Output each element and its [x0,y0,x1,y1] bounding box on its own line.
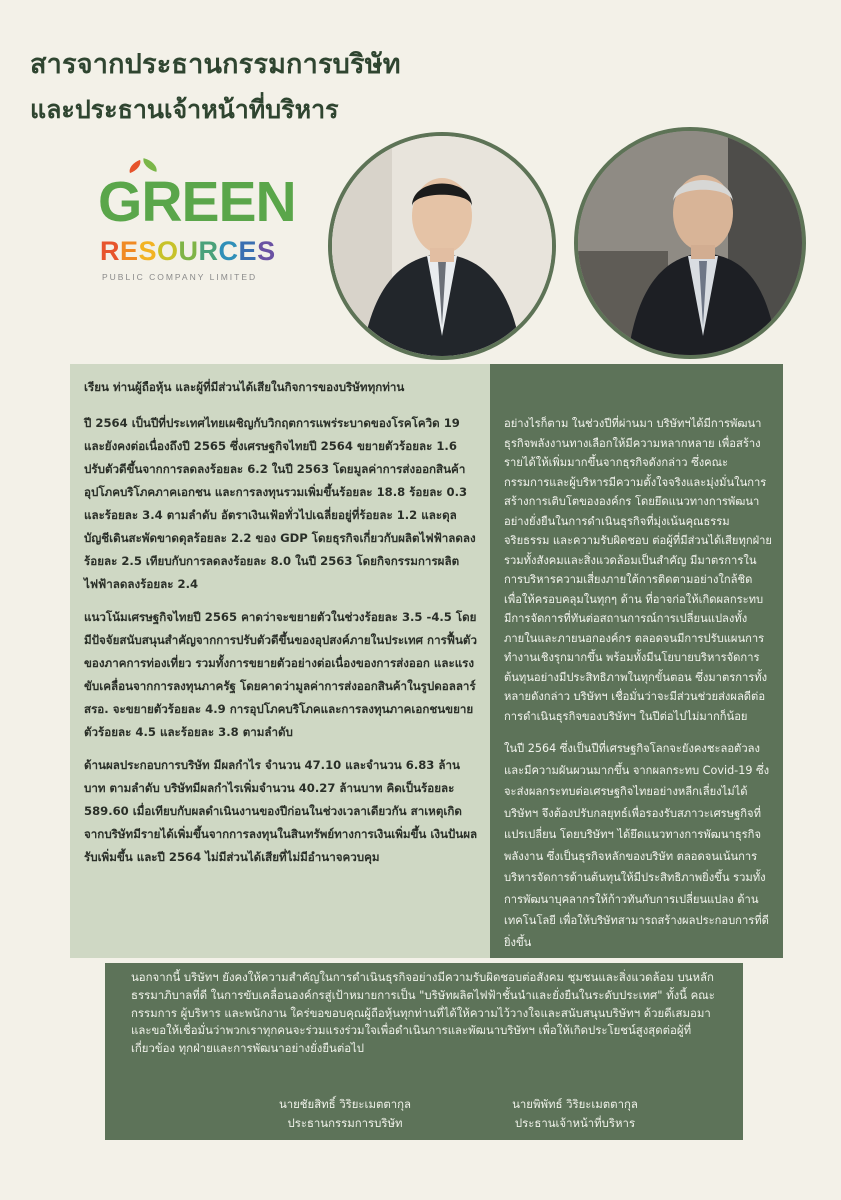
message-right-column [490,364,783,958]
logo-letter: E [238,236,258,266]
closing-paragraph: นอกจากนี้ บริษัทฯ ยังคงให้ความสำคัญในการดำเนินธุรกิจอย่างมีความรับผิดชอบต่อสังคม ชุมชนและสิ่งแวดล้อม บนหลักธรรมาภิบาลที่ดี ในการขับเคลื่อนองค์กรสู่เป้าหมายการเป็น "บริษัทผลิตไฟฟ้าชั้นนำและยั่งยืนในระดับประเทศ" ทั้งนี้ คณะกรรมการ ผู้บริหาร และพนักงาน ใคร่ขอขอบคุณผู้ถือหุ้นทุกท่านที่ได้ให้ความไว้วางใจและสนับสนุนบริษัทฯ ด้วยดีเสมอมา และขอให้เชื่อมั่นว่าพวกเราทุกคนจะร่วมแรงร่วมใจเพื่อดำเนินการและพัฒนาบริษัทฯ เพื่อให้เกิดประโยชน์สูงสุดต่อผู้ที่เกี่ยวข้อง ทุกฝ่ายและการพัฒนาอย่างยั่งยืนต่อไป [131,970,715,1056]
logo-letter: S [138,236,158,266]
chairman-portrait [574,127,806,359]
logo-letter: E [120,236,139,266]
economy-outlook-paragraph: แนวโน้มเศรษฐกิจไทยปี 2565 คาดว่าจะขยายตัวในช่วงร้อยละ 3.5 -4.5 โดยมีปัจจัยสนับสนุนสำคัญจากการปรับตัวดีขึ้นของอุปสงค์ภายในประเทศ การฟื้นตัวของภาคการท่องเที่ยว รวมทั้งการขยายตัวอย่างต่อเนื่องของการส่งออก และแรงขับเคลื่อนจากการลงทุนภาครัฐ โดยคาดว่ามูลค่าการส่งออกสินค้าในรูปดอลลาร์ สรอ. จะขยายตัวร้อยละ 4.9 การอุปโภคบริโภคและการลงทุนภาคเอกชนขยายตัวร้อยละ 4.5 และร้อยละ 3.8 ตามลำดับ [84,610,477,739]
company-logo [98,158,296,288]
chairman-name: นายชัยสิทธิ์ วิริยะเมตตากุล [278,1097,412,1111]
message-left-column [70,364,490,958]
page-subtitle: และประธานเจ้าหน้าที่บริหาร [30,95,339,124]
logo-letter: R [198,236,219,266]
ceo-title: ประธานเจ้าหน้าที่บริหาร [514,1116,636,1130]
logo-letter: O [157,236,179,266]
ceo-signature-block [485,1095,665,1133]
logo-tagline: PUBLIC COMPANY LIMITED [102,272,258,282]
closing-section [105,963,743,1140]
logo-letter: C [218,236,239,266]
greeting: เรียน ท่านผู้ถือหุ้น และผู้ที่มีส่วนได้เสียในกิจการของบริษัททุกท่าน [84,380,405,394]
chairman-title: ประธานกรรมการบริษัท [287,1116,403,1130]
outlook-paragraph: ในปี 2564 ซึ่งเป็นปีที่เศรษฐกิจโลกจะยังคงชะลอตัวลงและมีความผันผวนมากขึ้น จากผลกระทบ Covid-19 ซึ่งจะส่งผลกระทบต่อเศรษฐกิจไทยอย่างหลีกเลี่ยงไม่ได้ บริษัทฯ จึงต้องปรับกลยุทธ์เพื่อรองรับสภาวะเศรษฐกิจที่แปรเปลี่ยน โดยบริษัทฯ ได้ยึดแนวทางการพัฒนาธุรกิจพลังงาน ซึ่งเป็นธุรกิจหลักของบริษัท ตลอดจนเน้นการบริหารจัดการด้านต้นทุนให้มีประสิทธิภาพยิ่งขึ้น รวมทั้งการพัฒนาบุคลากรให้ก้าวทันกับการเปลี่ยนแปลง ด้านเทคโนโลยี เพื่อให้บริษัทสามารถสร้างผลประกอบการที่ดียิ่งขึ้น [504,742,770,949]
strategy-paragraph: อย่างไรก็ตาม ในช่วงปีที่ผ่านมา บริษัทฯได้มีการพัฒนาธุรกิจพลังงานทางเลือกให้มีความหลากหลาย เพื่อสร้างรายได้ให้เพิ่มมากขึ้นจากธุรกิจดังกล่าว ซึ่งคณะกรรมการและผู้บริหารมีความตั้งใจจริงและมุ่งมั่นในการสร้างการเติบโตขององค์กร โดยยึดแนวทางการพัฒนาอย่างยั่งยืนในการดำเนินธุรกิจที่มุ่งเน้นคุณธรรม จริยธรรม และความรับผิดชอบ ต่อผู้ที่มีส่วนได้เสียทุกฝ่าย รวมทั้งสังคมและสิ่งแวดล้อมเป็นสำคัญ มีมาตรการในการบริหารความเสี่ยงภายใต้การติดตามอย่างใกล้ชิด เพื่อให้ครอบคลุมในทุกๆ ด้าน ที่อาจก่อให้เกิดผลกระทบ มีการจัดการที่ทันต่อสถานการณ์การเปลี่ยนแปลงทั้งภายในและภายนอกองค์กร ตลอดจนมีการปรับแผนการทำงานเชิงรุกมากขึ้น พร้อมทั้งมีนโยบายบริหารจัดการต้นทุนอย่างมีประสิทธิภาพในทุกขั้นตอน ซึ่งมาตรการทั้งหลายดังกล่าว บริษัทฯ เชื่อมั่นว่าจะมีส่วนช่วยส่งผลดีต่อการดำเนินธุรกิจของบริษัทฯ ในปีต่อไปไม่มากก็น้อย [504,417,772,723]
logo-letter: U [178,236,199,266]
ceo-name: นายพิพัทธ์ วิริยะเมตตากุล [512,1097,638,1111]
logo-word-resources [100,236,276,266]
performance-paragraph: ด้านผลประกอบการบริษัท มีผลกำไร จำนวน 47.10 และจำนวน 6.83 ล้านบาท ตามลำดับ บริษัทมีผลกำไรเพิ่มจำนวน 40.27 ล้านบาท คิดเป็นร้อยละ 589.60 เมื่อเทียบกับผลดำเนินงานของปีก่อนในช่วงเวลาเดียวกัน สาเหตุเกิดจากบริษัทมีรายได้เพิ่มขึ้นจากการลงทุนในสินทรัพย์ทางการเงินเพิ่มขึ้น เงินปันผลรับเพิ่มขึ้น และปี 2564 ไม่มีส่วนได้เสียที่ไม่มีอำนาจควบคุม [84,758,478,864]
logo-word-green: GREEN [98,170,296,234]
chairman-signature-block [255,1095,435,1133]
logo-letter: R [100,236,120,266]
page-title: สารจากประธานกรรมการบริษัท [30,49,401,80]
ceo-portrait [328,132,556,360]
economy-2564-paragraph: ปี 2564 เป็นปีที่ประเทศไทยเผชิญกับวิกฤตการแพร่ระบาดของโรคโควิด 19 และยังคงต่อเนื่องถึงปี 2565 ซึ่งเศรษฐกิจไทยปี 2564 ขยายตัวร้อยละ 1.6 ปรับตัวดีขึ้นจากการลดลงร้อยละ 6.2 ในปี 2563 โดยมูลค่าการส่งออกสินค้า อุปโภคบริโภคภาคเอกชน และการลงทุนรวมเพิ่มขึ้นร้อยละ 18.8 ร้อยละ 0.3 และร้อยละ 3.4 ตามลำดับ อัตราเงินเฟ้อทั่วไปเฉลี่ยอยู่ที่ร้อยละ 1.2 และดุลบัญชีเดินสะพัดขาดดุลร้อยละ 2.2 ของ GDP โดยธุรกิจเกี่ยวกับผลิตไฟฟ้าลดลงร้อยละ 2.5 เทียบกับการลดลงร้อยละ 8.0 ในปี 2563 โดยกิจกรรมการผลิตไฟฟ้าลดลงร้อยละ 2.4 [84,416,476,591]
logo-letter: S [257,236,276,266]
